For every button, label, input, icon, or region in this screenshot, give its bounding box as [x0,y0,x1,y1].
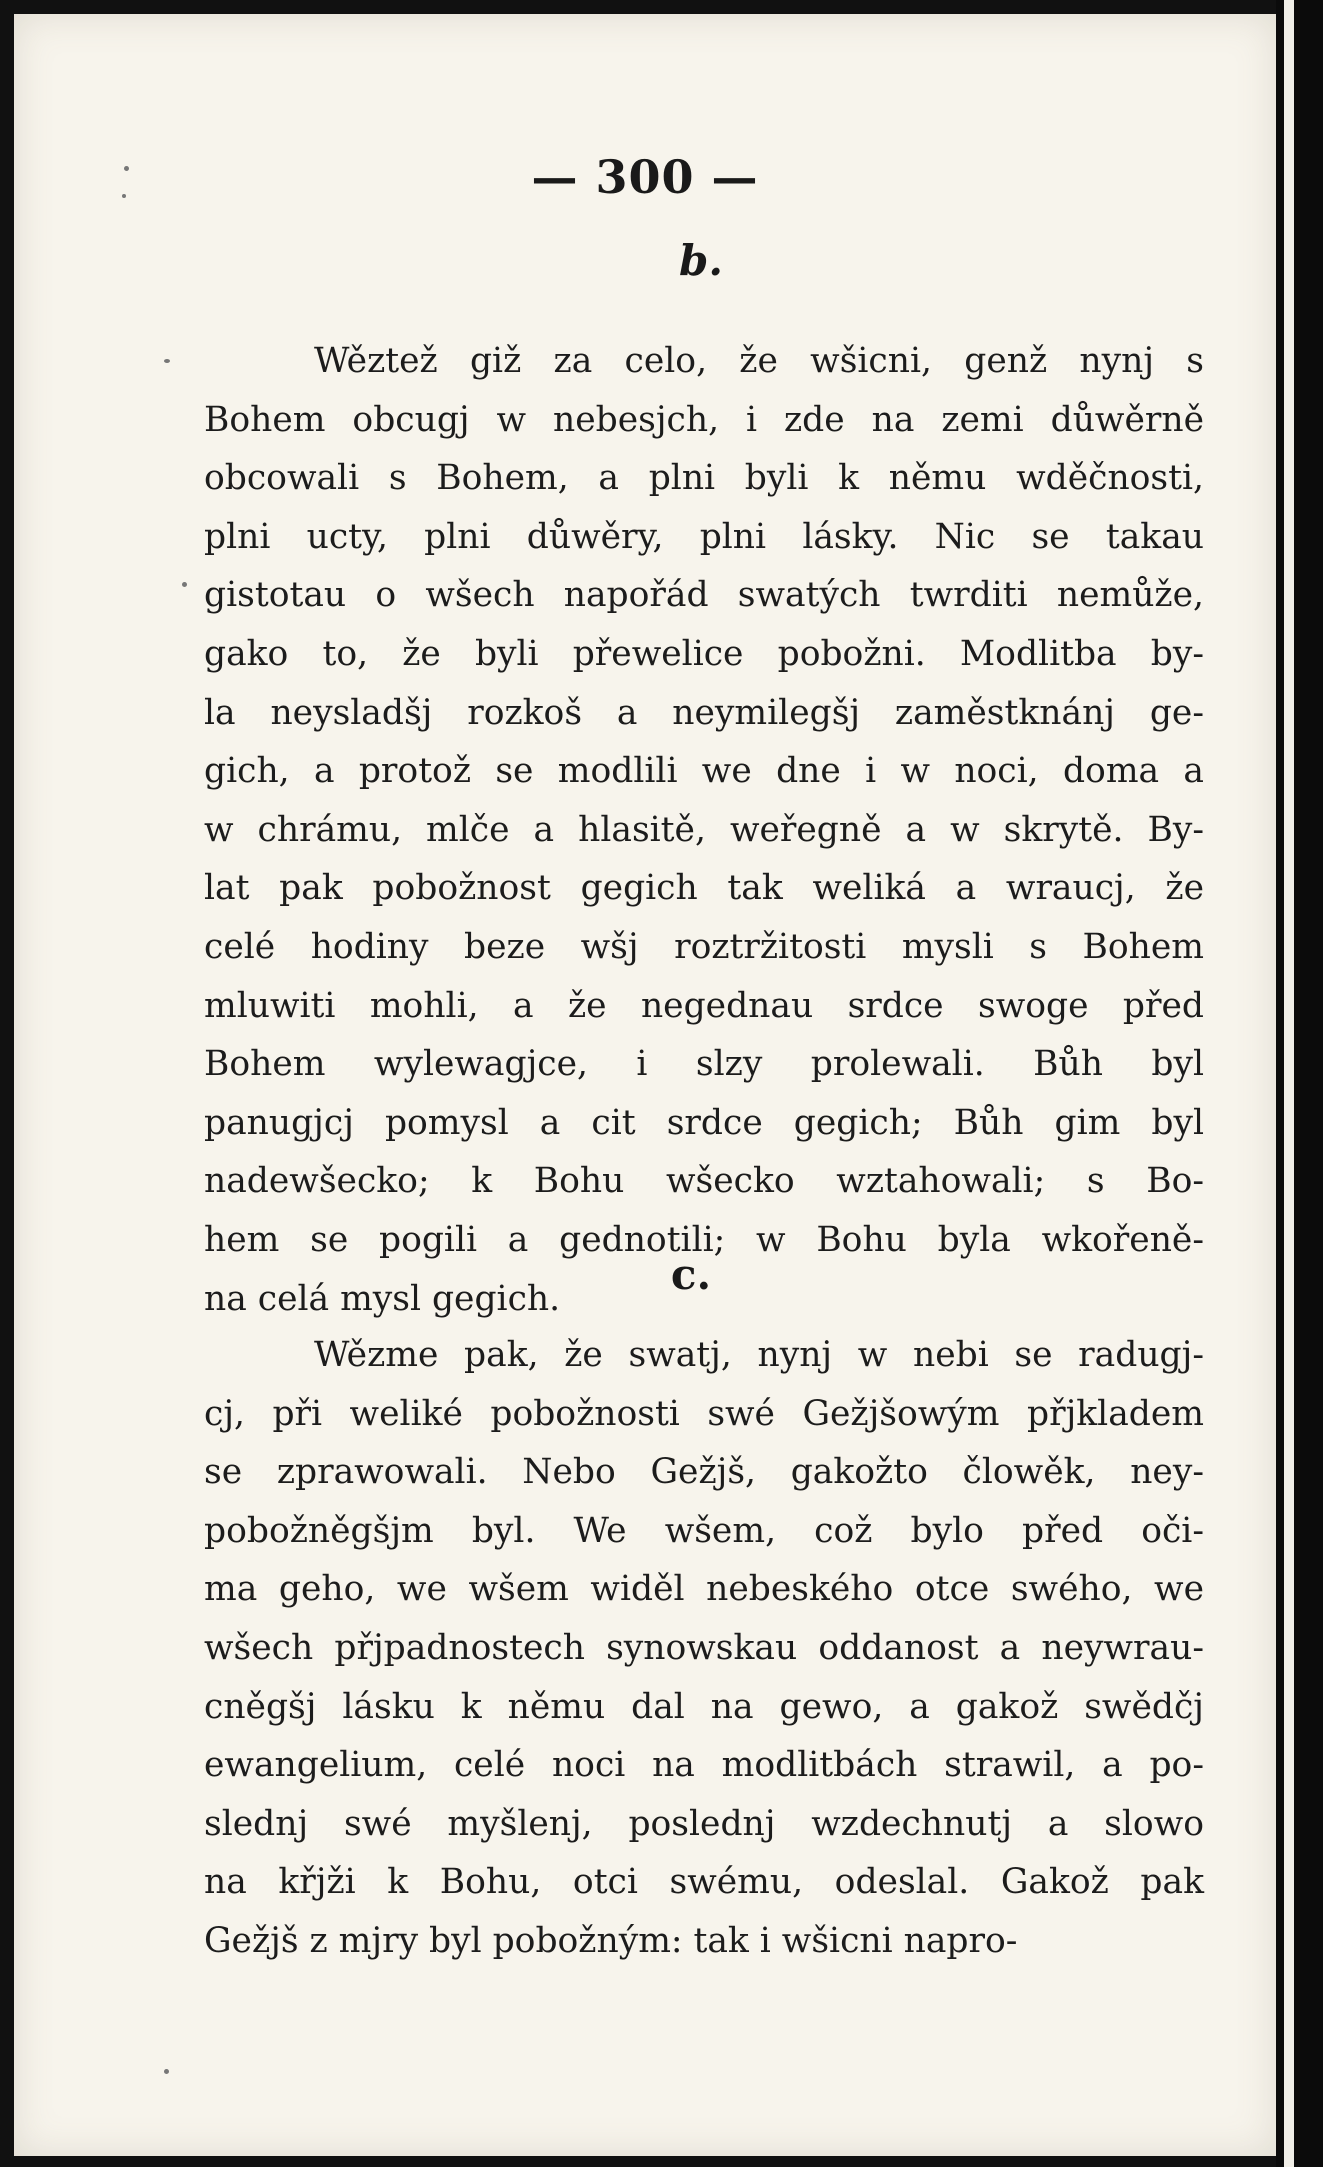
paper-speck [164,359,170,363]
section-label-c: c. [670,1250,712,1299]
text-line: gako to, že byli přewelice pobožni. Modlitba by- [204,633,1204,674]
text-line: mluwiti mohli, a že negednau srdce swoge před [204,985,1204,1026]
paper-speck [182,582,187,587]
text-line: lat pak pobožnost gegich tak weliká a wraucj, že [204,868,1204,909]
paper-speck [122,194,126,198]
text-line: w chrámu, mlče a hlasitě, weřegně a w skrytě. By- [204,809,1204,850]
text-line: slednj swé myšlenj, poslednj wzdechnutj a slowo [204,1803,1204,1844]
text-line: ma geho, we wšem widěl nebeského otce swého, we [204,1569,1204,1610]
text-line: panugjcj pomysl a cit srdce gegich; Bůh gim byl [204,1102,1204,1143]
next-page-edge [1284,0,1294,2167]
text-line: Gežjš z mjry byl pobožným: tak i wšicni napro- [204,1920,1018,1961]
text-line: celé hodiny beze wšj roztržitosti mysli s Bohem [204,926,1204,967]
text-line: hem se pogili a gednotili; w Bohu byla wkořeně- [204,1219,1204,1260]
text-line: Bohem wylewagjce, i slzy prolewali. Bůh byl [204,1044,1204,1085]
text-line: se zprawowali. Nebo Gežjš, gakožto člowěk, ney- [204,1452,1204,1493]
text-line: na křjži k Bohu, otci swému, odeslal. Gakož pak [204,1862,1204,1903]
text-line: gistotau o wšech napořád swatých twrditi nemůže, [204,575,1204,616]
text-line: nadewšecko; k Bohu wšecko wztahowali; s Bo- [204,1161,1204,1202]
text-line: obcowali s Bohem, a plni byli k němu wděčnosti, [204,458,1204,499]
text-line: Wězme pak, že swatj, nynj w nebi se radugj- [314,1335,1204,1375]
text-line: Bohem obcugj w nebesjch, i zde na zemi důwěrně [204,399,1204,440]
text-line: cj, při weliké pobožnosti swé Gežjšowým přjkladem [204,1393,1204,1434]
text-line: plni ucty, plni důwěry, plni lásky. Nic se takau [204,516,1204,557]
section-label-b: b. [679,236,723,285]
text-line: na celá mysl gegich. [204,1278,561,1319]
paragraph-b [204,332,1204,1328]
paper-speck [124,166,129,171]
paper-speck [164,2069,169,2074]
text-line: gich, a protož se modlili we dne i w noci, doma a [204,751,1204,792]
page-number: — 300 — [531,150,759,204]
text-line: cněgšj lásku k němu dal na gewo, a gakož swědčj [204,1686,1204,1727]
book-page [14,14,1276,2156]
text-line: wšech přjpadnostech synowskau oddanost a neywrau- [204,1627,1204,1668]
paragraph-c [204,1326,1204,1971]
text-line: pobožněgšjm byl. We wšem, což bylo před oči- [204,1510,1204,1551]
text-line: Wěztež giž za celo, že wšicni, genž nynj s [314,341,1204,381]
text-line: la neysladšj rozkoš a neymilegšj zaměstknánj ge- [204,692,1204,733]
text-line: ewangelium, celé noci na modlitbách strawil, a po- [204,1745,1204,1786]
